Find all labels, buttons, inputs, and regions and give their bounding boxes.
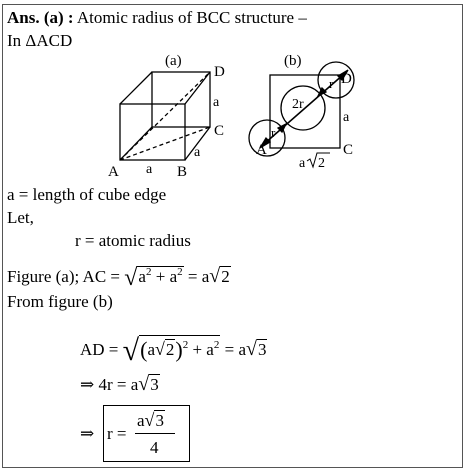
edge-definition: a = length of cube edge [7,185,167,204]
sqrt-symbol: √ [144,410,155,430]
imp1-left: 4r = a [98,375,139,394]
figure-a-caption: (a) [165,53,182,69]
figure-b-label-2r: 2r [292,97,304,112]
answer-label: Ans. (a) : [7,8,74,27]
figure-b-caption: (b) [284,53,302,69]
figure-a-label-c: C [214,123,225,139]
let-line: Let, [7,208,34,227]
sqrt-symbol: √ [138,373,150,395]
figure-a-label-a-bottom: a [146,162,153,177]
corner-atom-a [249,120,285,156]
figure-b-label-a-point: A [256,142,267,158]
cube-edge-tl [120,72,152,104]
ad-equals: = a [224,340,246,359]
implies-arrow: ⇒ [80,375,95,394]
eq-a-prefix: Figure (a); AC = [7,267,120,286]
figure-a-label-d: D [214,64,225,80]
ad-prefix: AD = [80,340,119,359]
figure-b-label-d: D [341,71,352,87]
imp1-root: 3 [150,375,159,394]
figure-a-label-a-point: A [108,164,119,180]
figure-b-label-a-bottom: a [299,156,306,171]
eq-a-radicand: $a^2 + a^2$ [138,266,183,286]
final-numerator: a√3 [137,410,164,430]
ad-radicand: $(a√2)^2 + a^2$ [140,337,220,362]
figure-b-bottom-edge-label [299,153,330,171]
ad-root3: 3 [257,340,267,359]
figure-b-label-c: C [343,142,354,158]
equation-4r [80,374,160,395]
sqrt-symbol: √ [246,338,257,360]
cube-edge-tr [185,72,210,104]
figure-b-label-a-right: a [343,110,350,125]
figure-a-label-a-right: a [194,145,201,160]
equation-ad [80,334,267,367]
sqrt-symbol: √ [209,265,221,287]
from-figure-b: From figure (b) [7,292,113,311]
bcc-figures [0,0,475,190]
fraction-bar [135,433,175,434]
triangle-line: In ΔACD [7,31,73,50]
figure-b-label-r-bottom: r [271,125,276,140]
sqrt-symbol: √ [122,334,140,367]
implies-arrow-final: ⇒ [80,424,95,443]
equation-fig-a [7,262,231,291]
radius-definition: r = atomic radius [75,231,191,250]
final-left: r = [107,424,127,443]
eq-a-equals: = a [187,267,210,286]
figure-b-label-sqrt2: 2 [318,156,325,171]
answer-title: Atomic radius of BCC structure – [76,8,307,27]
eq-a-root: 2 [221,267,230,286]
figure-a-label-b: B [177,164,188,180]
figure-b-label-r-top: r [329,76,334,91]
sqrt-symbol: √ [124,265,138,291]
figure-a-label-a-vertical: a [213,95,220,110]
final-denominator: 4 [150,438,159,457]
